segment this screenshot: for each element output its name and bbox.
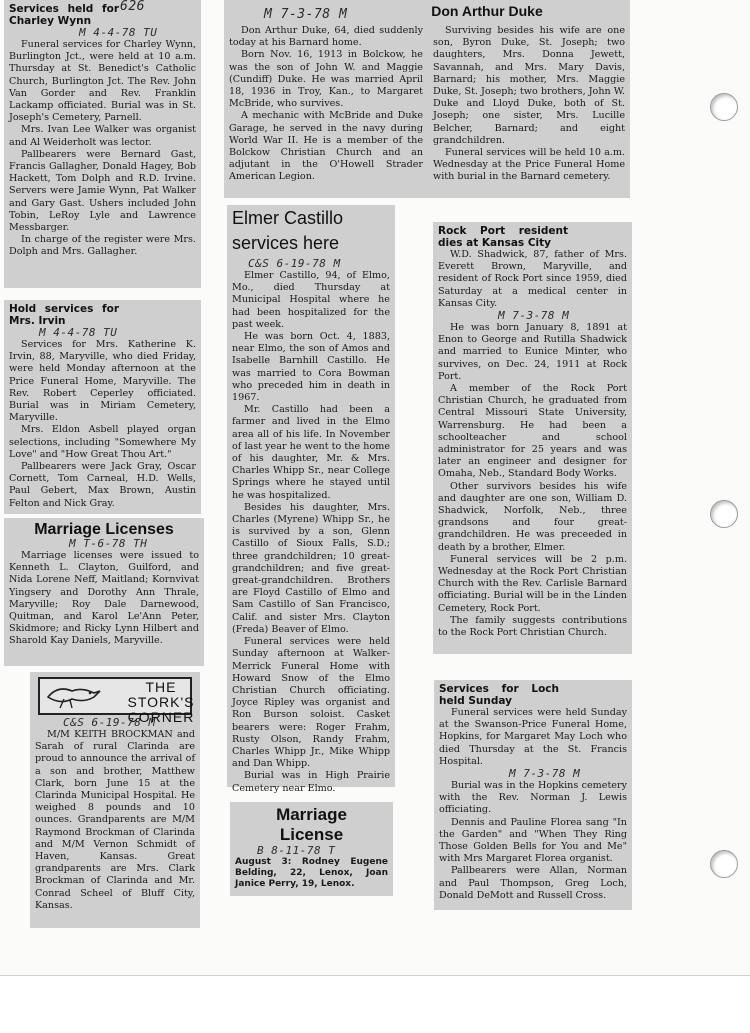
duke-note: M 7-3-78 M [264,7,348,22]
loch-paragraph: Burial was in the Hopkins cemetery with the Rev. Norman J. Lewis officiating. [439,780,627,816]
licenses-note: M T-6-78 TH [69,537,148,550]
storks-title-line2: STORK'S [127,694,195,710]
shadwick-paragraph: W.D. Shadwick, 87, father of Mrs. Everett Brown, Maryville, and resident of Rock Port since 1959, died Saturday at a medical center in Kansas City. [438,249,627,309]
castillo-paragraph: Funeral services were held Sunday afternoon at Walker-Merrick Funeral Home with Howard Snow of the Elmo Christian Church officiating. Joyce Ripley was organist and Ron Burson soloist. Casket bearers were: Roger Frahm, Rusty Olson, Randy Frahm, Charles Whipp Jr., Mike Whipp and Dan Whipp. [232,636,390,770]
clipping-marriage-license [230,802,393,896]
duke-column-right [433,25,625,184]
castillo-paragraph: Burial was in High Prairie Cemetery near Elmo. [232,770,390,794]
page-bottom-margin [0,976,750,1033]
loch-paragraph: Funeral services were held Sunday at the Swanson-Price Funeral Home, Hopkins, for Margaret May Loch who died Thursday at the St. Francis Hospital. [439,707,627,767]
wynn-paragraph: In charge of the register were Mrs. Dolph and Mrs. Gallagher. [9,234,196,258]
castillo-paragraph: Mr. Castillo had been a farmer and lived in the Elmo area all of his life. In November of last year he went to the home of his daughter, Mr. & Mrs. Charles Whipp Sr., near College Springs where he stayed until he was hospitalized. [232,404,390,501]
storks-title-line3: CORNER [127,709,195,725]
clipping-irvin [4,300,201,514]
clipping-shadwick [433,222,632,654]
storks-title-line1: THE [145,679,177,695]
license-title-line2: License [279,825,344,844]
wynn-title: Services held for Charley Wynn [9,3,119,27]
stork-note: C&S 6-19-78 M [63,716,156,729]
shadwick-paragraph: He was born January 8, 1891 at Enon to George and Rutilla Shadwick and married to Eunice Minter, who survives, on Dec. 24, 1911 at Rock Port. [438,322,627,382]
licenses-title: Marriage Licenses [34,521,174,538]
duke-paragraph: Surviving besides his wife are one son, Byron Duke, St. Joseph; two daughters, Mrs. Donna Jewett, Savannah, and Mrs. Mary Davis, Barnard; his mother, Mrs. Maggie Duke, St. Joseph; two brothers, John W. Duke and Lloyd Duke, both of St. Joseph; one sister, Mrs. Lucille Belcher, Barnard; and eight grandchildren. [433,25,625,146]
castillo-note: C&S 6-19-78 M [248,257,341,270]
shadwick-paragraph: A member of the Rock Port Christian Church, he graduated from Central Missouri State University, Warrensburg. He had been a schoolteacher and school administrator for 25 years and was later an engineer and designer for Omaha, Neb., Standard Body Works. [438,383,627,480]
binder-hole [710,500,738,528]
irvin-title: Hold services for Mrs. Irvin [9,303,119,327]
castillo-title-line2: services here [232,233,340,253]
storks-corner-title [106,680,216,725]
loch-paragraph: Pallbearers were Allan, Norman and Paul Thompson, Greg Loch, Donald DeMott and Russell Cross. [439,865,627,901]
wynn-paragraph: Pallbearers were Bernard Gast, Francis Gallagher, Donald Hagey, Bob Hackett, Tom Dolph and R.D. Irvine. Servers were Jamie Wynn, Pat Walker and Gary Gast. Ushers included John Tobin, LeRoy Lyle and Lawrence Messbarger. [9,148,196,234]
irvin-paragraph: Pallbearers were Jack Gray, Oscar Cornett, Tom Carneal, H.D. Wells, Paul Gebert, Max Brown, Austin Felton and Nick Gray. [9,461,196,509]
license-title-line1: Marriage [276,805,347,824]
clipping-storks-corner [30,672,200,928]
shadwick-title: Rock Port resident dies at Kansas City [438,225,568,249]
castillo-title-line1: Elmer Castillo [232,208,344,228]
page-number: 626 [120,0,145,14]
stork-icon [44,681,104,711]
castillo-paragraph: He was born Oct. 4, 1883, near Elmo, the son of Amos and Isabelle Barnhill Castillo. He was married to Cora Bowman who preceded him in death in 1967. [232,331,390,404]
castillo-paragraph: Besides his daughter, Mrs. Charles (Myrene) Whipp Sr., he is survived by a son, Glenn Castillo of Sioux Falls, S.D.; three grandchildren; 10 great-grandchildren; and five great-great-grandchildren. Brothers are Floyd Castillo of Elmo and Sam Castillo of San Francisco, Calif. and sister Mrs. Clayton (Freda) Beaver of Elmo. [232,501,390,635]
shadwick-paragraph: The family suggests contributions to the Rock Port Christian Church. [438,614,627,639]
licenses-paragraph: Marriage licenses were issued to Kenneth L. Clayton, Guilford, and Nida Lorene Neff, Maitland; Kornvivat Yingsery and Dorothy Ann Thrale, Maryville; Roy Dale Darnewood, Quitman, and Karol Le'Ann Peter, Skidmore; and Ricky Lynn Hilbert and Sharold Kay Daniels, Maryville. [9,550,199,647]
duke-paragraph: Funeral services will be held 10 a.m. Wednesday at the Price Funeral Home with burial in the Barnard cemetery. [433,147,625,183]
loch-title: Services for Loch held Sunday [439,683,559,707]
clipping-marriage-licenses [4,518,204,666]
wynn-note: M 4-4-78 TU [79,26,158,39]
clipping-castillo [227,205,395,794]
binder-hole [710,93,738,121]
license-text: August 3: Rodney Eugene Belding, 22, Lenox, Joan Janice Perry, 19, Lenox. [235,857,388,889]
wynn-paragraph: Mrs. Ivan Lee Walker was organist and Al Weiderholt was lector. [9,124,196,148]
binder-hole [710,850,738,878]
clipping-duke [224,0,630,198]
duke-paragraph: Don Arthur Duke, 64, died suddenly today at his Barnard home. [229,25,423,49]
duke-paragraph: Born Nov. 16, 1913 in Bolckow, he was the son of John W. and Maggie (Cundiff) Duke. He was married April 18, 1936 in Troy, Kan., to Margaret McBride, who survives. [229,49,423,110]
irvin-paragraph: Services for Mrs. Katherine K. Irvin, 88, Maryville, who died Friday, were held Monday afternoon at the Price Funeral Home, Maryville. The Rev. Robert Ceperley officiated. Burial was in Miriam Cemetery, Maryville. [9,339,196,424]
duke-title: Don Arthur Duke [431,3,543,19]
loch-note: M 7-3-78 M [509,767,581,781]
irvin-note: M 4-4-78 TU [39,326,118,339]
wynn-paragraph: Funeral services for Charley Wynn, Burlington Jct., were held at 10 a.m. Thursday at St. Benedict's Catholic Church, Burlington Jct. The Rev. John Van Gorder and Rev. Franklin Lackamp officiated. Burial was in St. Joseph's Cemetery, Parnell. [9,39,196,124]
loch-paragraph: Dennis and Pauline Florea sang "In the Garden" and "When They Ring Those Golden Bells for You and Me" with Mrs Margaret Florea organist. [439,816,627,865]
duke-paragraph: A mechanic with McBride and Duke Garage, he served in the navy during World War II. He is a member of the Bolckow Christian Church and an adjutant in the O'Howell Strader American Legion. [229,110,423,183]
castillo-paragraph: Elmer Castillo, 94, of Elmo, Mo., died Thursday at Municipal Hospital where he had been hospitalized for the past week. [232,270,390,330]
clipping-loch [434,680,632,910]
stork-paragraph: M/M KEITH BROCKMAN and Sarah of rural Clarinda are proud to announce the arrival of a son and brother, Matthew Clark, born June 15 at the Clarinda Municipal Hospital. He weighed 8 pounds and 10 ounces. Grandparents are M/M Raymond Brockman of Clarinda and M/M Vernon Schmidt of Haven, Kansas. Great grandparents are Mrs. Clark Brockman of Clarinda and Mr. Conrad Scheel of Bluff City, Kansas. [35,729,195,911]
clipping-wynn [4,0,201,288]
irvin-paragraph: Mrs. Eldon Asbell played organ selections, including "Somewhere My Love" and "How Great Thou Art." [9,424,196,460]
license-note: B 8-11-78 T [257,844,336,857]
duke-column-left [229,25,423,184]
shadwick-paragraph: Other survivors besides his wife and daughter are one son, William D. Shadwick, Norfolk, Neb., three grandsons and four great-grandchildren. He was preceeded in death by a brother, Elmer. [438,480,627,553]
shadwick-note: M 7-3-78 M [498,309,570,323]
shadwick-paragraph: Funeral services will be 2 p.m. Wednesday at the Rock Port Christian Church with the Rev. Carlisle Barnard officiating. Burial will be in the Linden Cemetery, Rock Port. [438,553,627,614]
